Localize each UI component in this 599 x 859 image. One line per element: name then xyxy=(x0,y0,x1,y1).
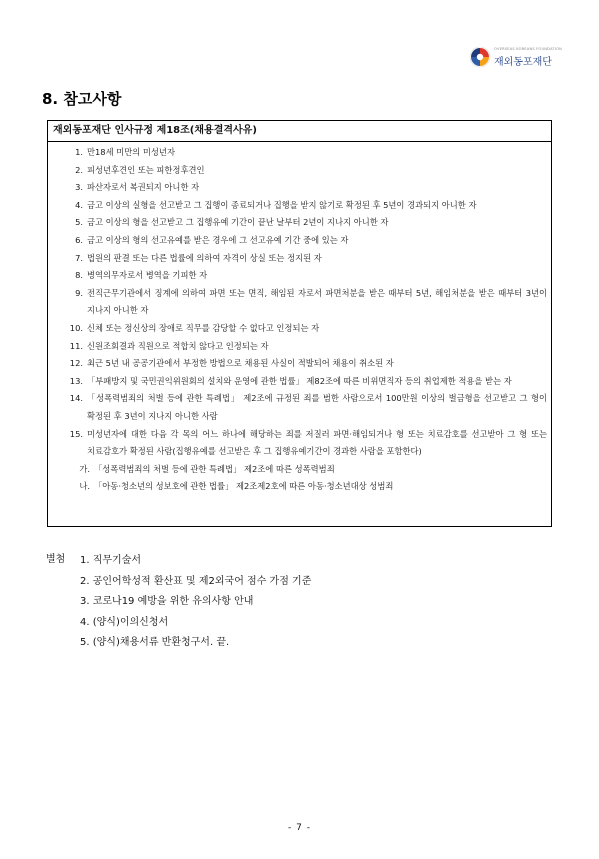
item-number: 1. xyxy=(75,147,83,157)
foundation-emblem-icon xyxy=(468,45,492,69)
list-item xyxy=(48,338,547,356)
attachments-list xyxy=(80,551,311,654)
list-item xyxy=(48,267,547,285)
attachment-item: 4. (양식)이의신청서 xyxy=(80,616,169,628)
item-text: 미성년자에 대한 다음 각 목의 어느 하나에 해당하는 죄를 저질러 파면·해임되거나 형 또는 치료감호를 선고받아 그 형 또는 치료감호가 확정된 사람(집행유예를 선고받은 후 그 집행유예기간이 경과한 사람을 포함한다) xyxy=(87,428,547,457)
item-number: 11. xyxy=(69,340,83,351)
item-text: 「부패방지 및 국민권익위원회의 설치와 운영에 관한 법률」 제82조에 따른 비위면직자 등의 취업제한 적용을 받는 자 xyxy=(87,375,512,386)
list-subitem xyxy=(48,478,547,496)
disqualification-list xyxy=(48,142,551,496)
item-text: 신원조회결과 직원으로 적합치 않다고 인정되는 자 xyxy=(87,340,269,351)
item-number: 4. xyxy=(75,199,83,210)
item-number: 6. xyxy=(75,234,83,245)
item-text: 피성년후견인 또는 피한정후견인 xyxy=(87,164,205,175)
item-number: 7. xyxy=(75,252,83,263)
item-number: 12. xyxy=(69,358,83,369)
attachment-item: 1. 직무기술서 xyxy=(80,555,142,566)
reference-heading: 재외동포재단 인사규정 제18조(채용결격사유) xyxy=(48,121,551,142)
item-text: 「성폭력범죄의 처벌 등에 관한 특례법」 제2조에 규정된 죄를 범한 사람으로서 100만원 이상의 벌금형을 선고받고 그 형이 확정된 후 3년이 지나지 아니한 사람 xyxy=(87,393,547,421)
list-item xyxy=(48,390,547,425)
item-text: 전직근무기관에서 징계에 의하여 파면 또는 면직, 해임된 자로서 파면처분을 받은 때부터 5년, 해임처분을 받은 때부터 3년이 지나지 아니한 자 xyxy=(87,287,547,316)
section-title: 8. 참고사항 xyxy=(42,90,122,108)
item-text: 파산자로서 복권되지 아니한 자 xyxy=(87,182,200,193)
subitem-marker: 나. xyxy=(79,481,90,492)
foundation-logo xyxy=(468,43,568,71)
list-item xyxy=(48,320,547,338)
item-text: 금고 이상의 형의 선고유예를 받은 경우에 그 선고유예 기간 중에 있는 자 xyxy=(87,234,349,245)
subitem-text: 「성폭력범죄의 처벌 등에 관한 특례법」 제2조에 따른 성폭력범죄 xyxy=(94,463,335,474)
item-number: 10. xyxy=(69,322,83,333)
item-number: 14. xyxy=(69,393,83,404)
item-number: 8. xyxy=(75,270,83,281)
item-number: 3. xyxy=(75,182,83,193)
list-item xyxy=(48,232,547,250)
reference-box xyxy=(47,120,552,527)
list-subitem xyxy=(48,461,547,479)
logo-english-name: OVERSEAS KOREANS FOUNDATION xyxy=(494,47,563,51)
list-item xyxy=(48,162,547,180)
list-item xyxy=(48,250,547,268)
list-item xyxy=(48,214,547,232)
item-number: 13. xyxy=(69,375,83,386)
list-item xyxy=(48,144,547,162)
item-number: 15. xyxy=(69,428,83,439)
attachment-item: 3. 코로나19 예방을 위한 유의사항 안내 xyxy=(80,596,254,607)
list-item xyxy=(48,285,547,320)
item-text: 금고 이상의 실형을 선고받고 그 집행이 종료되거나 집행을 받지 않기로 확정된 후 5년이 경과되지 아니한 자 xyxy=(87,199,477,210)
item-text: 신체 또는 정신상의 장애로 직무를 감당할 수 없다고 인정되는 자 xyxy=(87,322,320,333)
list-item xyxy=(48,179,547,197)
item-text: 금고 이상의 형을 선고받고 그 집행유예 기간이 끝난 날부터 2년이 지나지 아니한 자 xyxy=(87,217,389,228)
list-item xyxy=(48,355,547,373)
logo-korean-name: 재외동포재단 xyxy=(494,57,552,68)
attachment-item: 2. 공인어학성적 환산표 및 제2외국어 점수 가점 기준 xyxy=(80,575,312,587)
subitem-marker: 가. xyxy=(79,463,90,474)
list-item xyxy=(48,373,547,391)
subitem-text: 「아동·청소년의 성보호에 관한 법률」 제2조제2호에 따른 아동·청소년대상 성범죄 xyxy=(94,481,394,492)
item-text: 최근 5년 내 공공기관에서 부정한 방법으로 채용된 사실이 적발되어 채용이 취소된 자 xyxy=(87,358,394,369)
item-text: 만18세 미만의 미성년자 xyxy=(87,147,175,157)
item-number: 5. xyxy=(75,217,83,228)
item-text: 법원의 판결 또는 다른 법률에 의하여 자격이 상실 또는 정지된 자 xyxy=(87,252,322,263)
item-text: 병역의무자로서 병역을 기피한 자 xyxy=(87,270,208,281)
page-number: - 7 - xyxy=(288,823,311,833)
attachment-item: 5. (양식)채용서류 반환청구서. 끝. xyxy=(80,637,230,648)
attachments-label: 별첨 xyxy=(46,554,66,565)
item-number: 2. xyxy=(75,164,83,175)
item-number: 9. xyxy=(75,287,83,298)
list-item xyxy=(48,197,547,215)
list-item xyxy=(48,426,547,461)
